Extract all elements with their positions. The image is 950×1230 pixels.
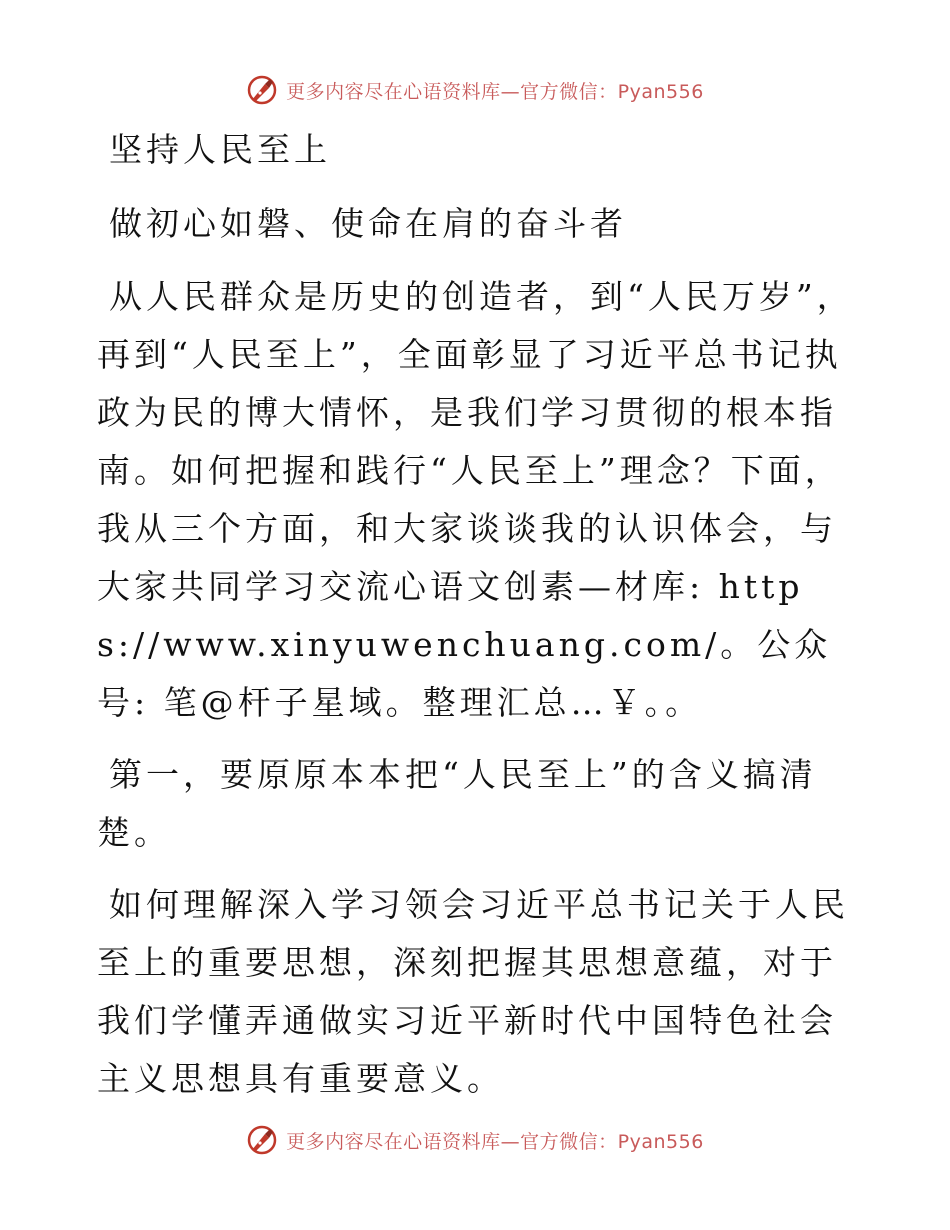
document-title: 坚持人民至上: [109, 130, 331, 169]
banner-text: 更多内容尽在心语资料库—官方微信：Pyan556: [286, 80, 704, 103]
intro-paragraph: 从人民群众是历史的创造者，到“人民万岁”，再到“人民至上”，全面彰显了习近平总书记执政为民的博大情怀，是我们学习贯彻的根本指南。如何把握和践行“人民至上”理念？下面，我从三个方面，和大家谈谈我的认识体会，与大家共同学习交流心语文创素—材库: https://www.xinyuwenchuang.com/。公众号: 笔@杆子星域。整理汇总…￥。。: [97, 277, 854, 722]
footer-banner: [0, 1120, 950, 1160]
body-paragraph: 如何理解深入学习领会习近平总书记关于人民至上的重要思想，深刻把握其思想意蕴，对于我们学懂弄通做实习近平新时代中国特色社会主义思想具有重要意义。: [97, 885, 849, 1098]
banner-text: 更多内容尽在心语资料库—官方微信：Pyan556: [286, 1130, 704, 1153]
pen-nib-logo-icon: [246, 1124, 278, 1156]
header-banner: [0, 70, 950, 110]
document-subtitle: 做初心如磐、使命在肩的奋斗者: [109, 204, 627, 243]
pen-nib-logo-icon: [246, 74, 278, 106]
document-body: [97, 120, 857, 1108]
section-heading: 第一，要原原本本把“人民至上”的含义搞清楚。: [97, 755, 817, 852]
